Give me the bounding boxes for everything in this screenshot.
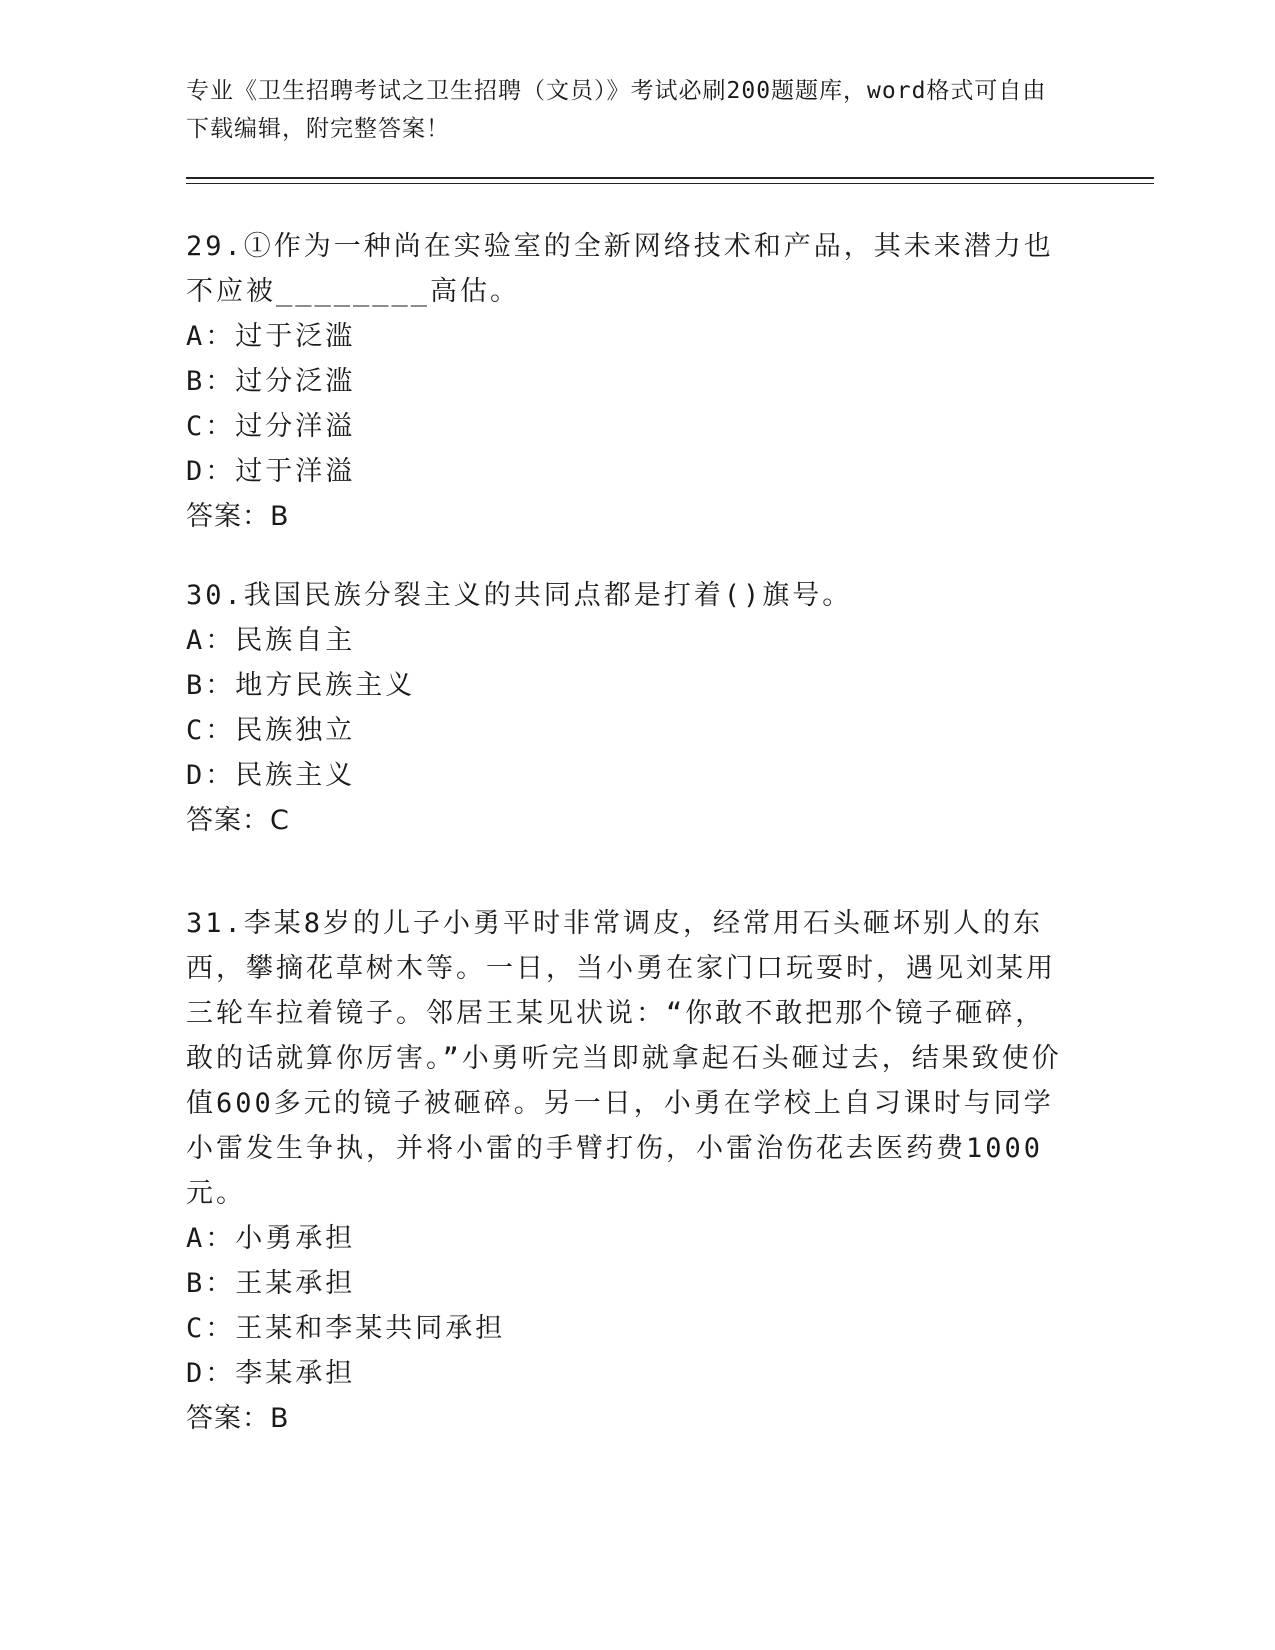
option-d: D：李某承担 [186,1358,356,1389]
option-b: B：地方民族主义 [186,670,416,701]
option-c: C：王某和李某共同承担 [186,1313,506,1344]
option-c: C：民族独立 [186,715,356,746]
question-31 [186,901,1066,1441]
header-divider-thick [186,177,1154,179]
option-b: B：过分泛滥 [186,366,356,397]
answer-label: 答案：B [186,1403,290,1434]
question-29 [186,224,1066,539]
question-text: 30.我国民族分裂主义的共同点都是打着()旗号。 [186,580,853,611]
answer-label: 答案：C [186,805,290,836]
option-d: D：过于洋溢 [186,456,356,487]
question-text: 31.李某8岁的儿子小勇平时非常调皮，经常用石头砸坏别人的东西，攀摘花草树木等。一日，当小勇在家门口玩耍时，遇见刘某用三轮车拉着镜子。邻居王某见状说：“你敢不敢把那个镜子砸碎，敢的话就算你厉害。”小勇听完当即就拿起石头砸过去，结果致使价值600多元的镜子被砸碎。另一日，小勇在学校上自习课时与同学小雷发生争执，并将小雷的手臂打伤，小雷治伤花去医药费1000元。 [186,908,1062,1209]
option-b: B：王某承担 [186,1268,356,1299]
option-c: C：过分洋溢 [186,411,356,442]
option-a: A：过于泛滥 [186,321,356,352]
answer-label: 答案：B [186,501,290,532]
question-text: 29.①作为一种尚在实验室的全新网络技术和产品，其未来潜力也不应被________高估。 [186,231,1054,307]
option-a: A：民族自主 [186,625,356,656]
question-30 [186,573,1066,843]
option-d: D：民族主义 [186,760,356,791]
document-header: 专业《卫生招聘考试之卫生招聘（文员）》考试必刷200题题库，word格式可自由下载编辑，附完整答案！ [186,78,1047,142]
option-a: A：小勇承担 [186,1223,356,1254]
header-divider-thin [186,183,1154,184]
